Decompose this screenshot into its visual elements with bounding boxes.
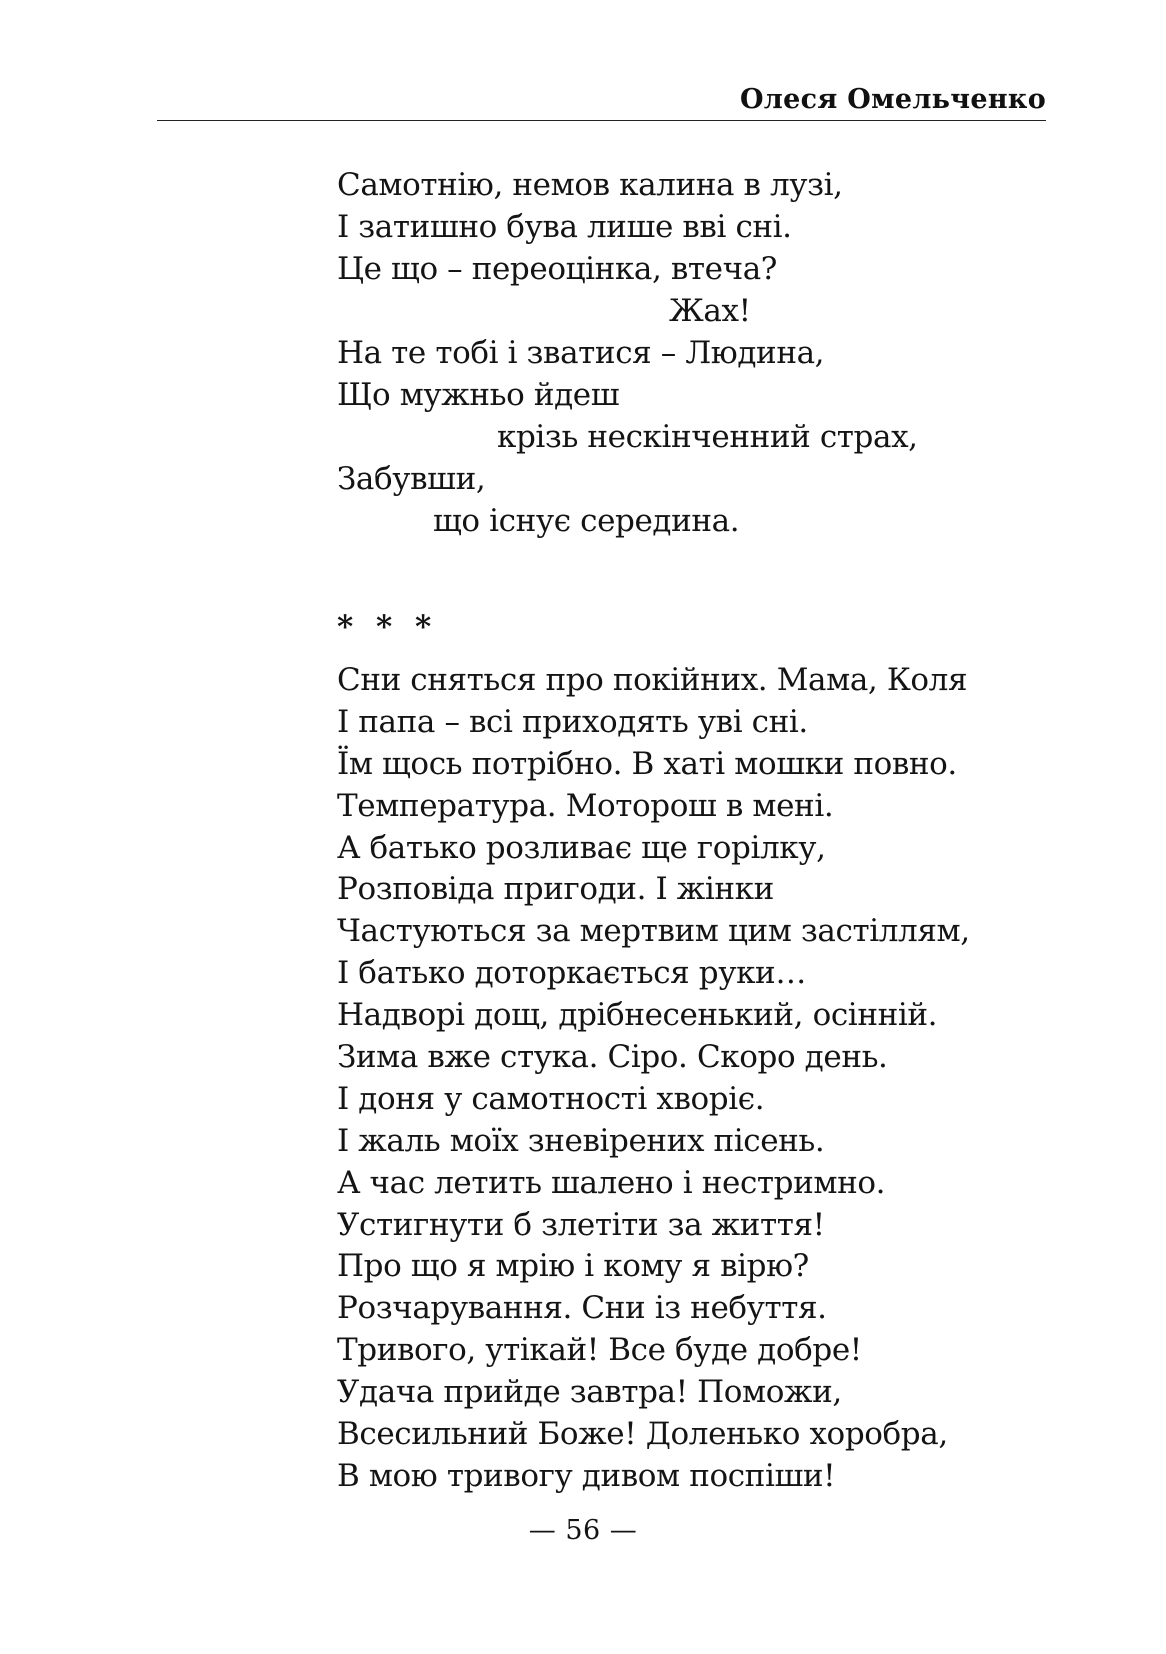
- poem-line: І папа – всі приходять уві сні.: [337, 703, 808, 740]
- poem-line: Їм щось потрібно. В хаті мошки повно.: [337, 745, 957, 782]
- poem-line: І затишно бува лише вві сні.: [337, 209, 792, 245]
- poem-line: Удача прийде завтра! Поможи,: [337, 1374, 842, 1411]
- poem-line: Розчарування. Сни із небуття.: [337, 1290, 827, 1327]
- poem-line: Тривого, утікай! Все буде добре!: [337, 1332, 862, 1369]
- poem-next: [337, 660, 1057, 1498]
- page-number: — 56 —: [528, 1515, 638, 1546]
- poem-line: крізь нескінченний страх,: [497, 419, 918, 455]
- header-author: Олеся Омельченко: [739, 84, 1046, 115]
- poem-line: Розповіда пригоди. І жінки: [337, 871, 774, 908]
- poem-line: Про що я мрію і кому я вірю?: [337, 1248, 809, 1285]
- poem-line: В мою тривогу дивом поспіши!: [337, 1457, 836, 1494]
- poem-line: Надворі дощ, дрібнесенький, осінній.: [337, 997, 938, 1034]
- poem-line: Забувши,: [337, 461, 486, 497]
- poem-ending: [337, 164, 1037, 542]
- poem-line: що існує середина.: [433, 503, 740, 539]
- poem-line: Всесильний Боже! Доленько хоробра,: [337, 1416, 948, 1453]
- poem-line: Устигнути б злетіти за життя!: [337, 1206, 825, 1243]
- poem-line: Сни сняться про покійних. Мама, Коля: [337, 662, 968, 698]
- poem-line: Зима вже стука. Сіро. Скоро день.: [337, 1039, 888, 1076]
- poem-line: Самотнію, немов калина в лузі,: [337, 167, 843, 203]
- poem-line: І батько доторкається руки…: [337, 955, 806, 992]
- section-separator: * * *: [337, 609, 438, 645]
- poem-line: Це що – переоцінка, втеча?: [337, 251, 778, 287]
- poem-line: Частуються за мертвим цим застіллям,: [337, 913, 970, 950]
- running-header: [157, 80, 1046, 121]
- poem-line: І доня у самотності хворіє.: [337, 1080, 765, 1117]
- poem-line: Що мужньо йдеш: [337, 377, 620, 413]
- poem-line: А час летить шалено і нестримно.: [337, 1164, 886, 1201]
- poem-line: Жах!: [669, 293, 751, 329]
- poem-line: І жаль моїх зневірених пісень.: [337, 1122, 825, 1159]
- poem-line: На те тобі і зватися – Людина,: [337, 335, 825, 371]
- poem-line: А батько розливає ще горілку,: [337, 829, 826, 866]
- poem-line: Температура. Моторош в мені.: [337, 787, 834, 824]
